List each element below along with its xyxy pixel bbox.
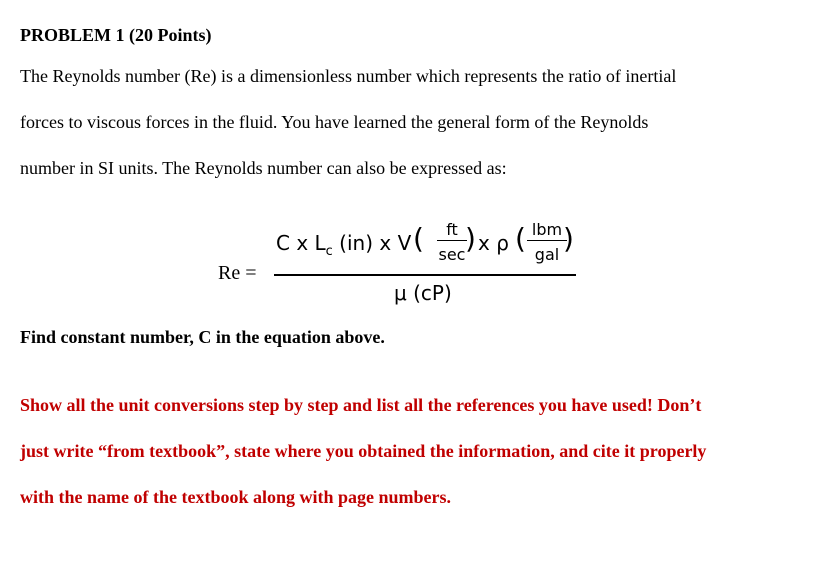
instruction-line-2: just write “from textbook”, state where you obtained the information, and cite it properly [20,441,707,461]
intro-line-1: The Reynolds number (Re) is a dimensionless number which represents the ratio of inertial [20,66,677,86]
velocity-open-paren: ( [413,222,424,255]
task-statement: Find constant number, C in the equation above. [20,327,385,347]
problem-title: PROBLEM 1 (20 Points) [20,25,212,45]
instruction-line-3: with the name of the textbook along with page numbers. [20,487,452,507]
velocity-close-paren: ) [465,222,476,255]
intro-line-3: number in SI units. The Reynolds number can also be expressed as: [20,158,507,178]
density-unit-numerator: lbm [531,220,563,239]
velocity-fraction-bar [437,240,467,241]
density-fraction-bar [527,240,567,241]
density-unit-denominator: gal [534,245,560,264]
equation-lhs: Re = [218,262,257,284]
instruction-line-1: Show all the unit conversions step by step and list all the references you have used! Don’t [20,395,702,415]
lc-subscript: c [325,244,333,259]
velocity-unit-numerator: ft [446,220,458,239]
numerator-x-rho: x ρ [478,231,509,255]
numerator-c-x-l: C x L [276,231,326,255]
density-open-paren: ( [515,222,526,255]
intro-line-2: forces to viscous forces in the fluid. You have learned the general form of the Reynolds [20,112,649,132]
velocity-unit-denominator: sec [438,245,466,264]
density-close-paren: ) [563,222,574,255]
main-fraction-bar [274,274,576,276]
equation-denominator: μ (cP) [394,281,452,305]
numerator-in-x-v: (in) x V [332,231,412,255]
numerator-c-lc [276,231,411,259]
